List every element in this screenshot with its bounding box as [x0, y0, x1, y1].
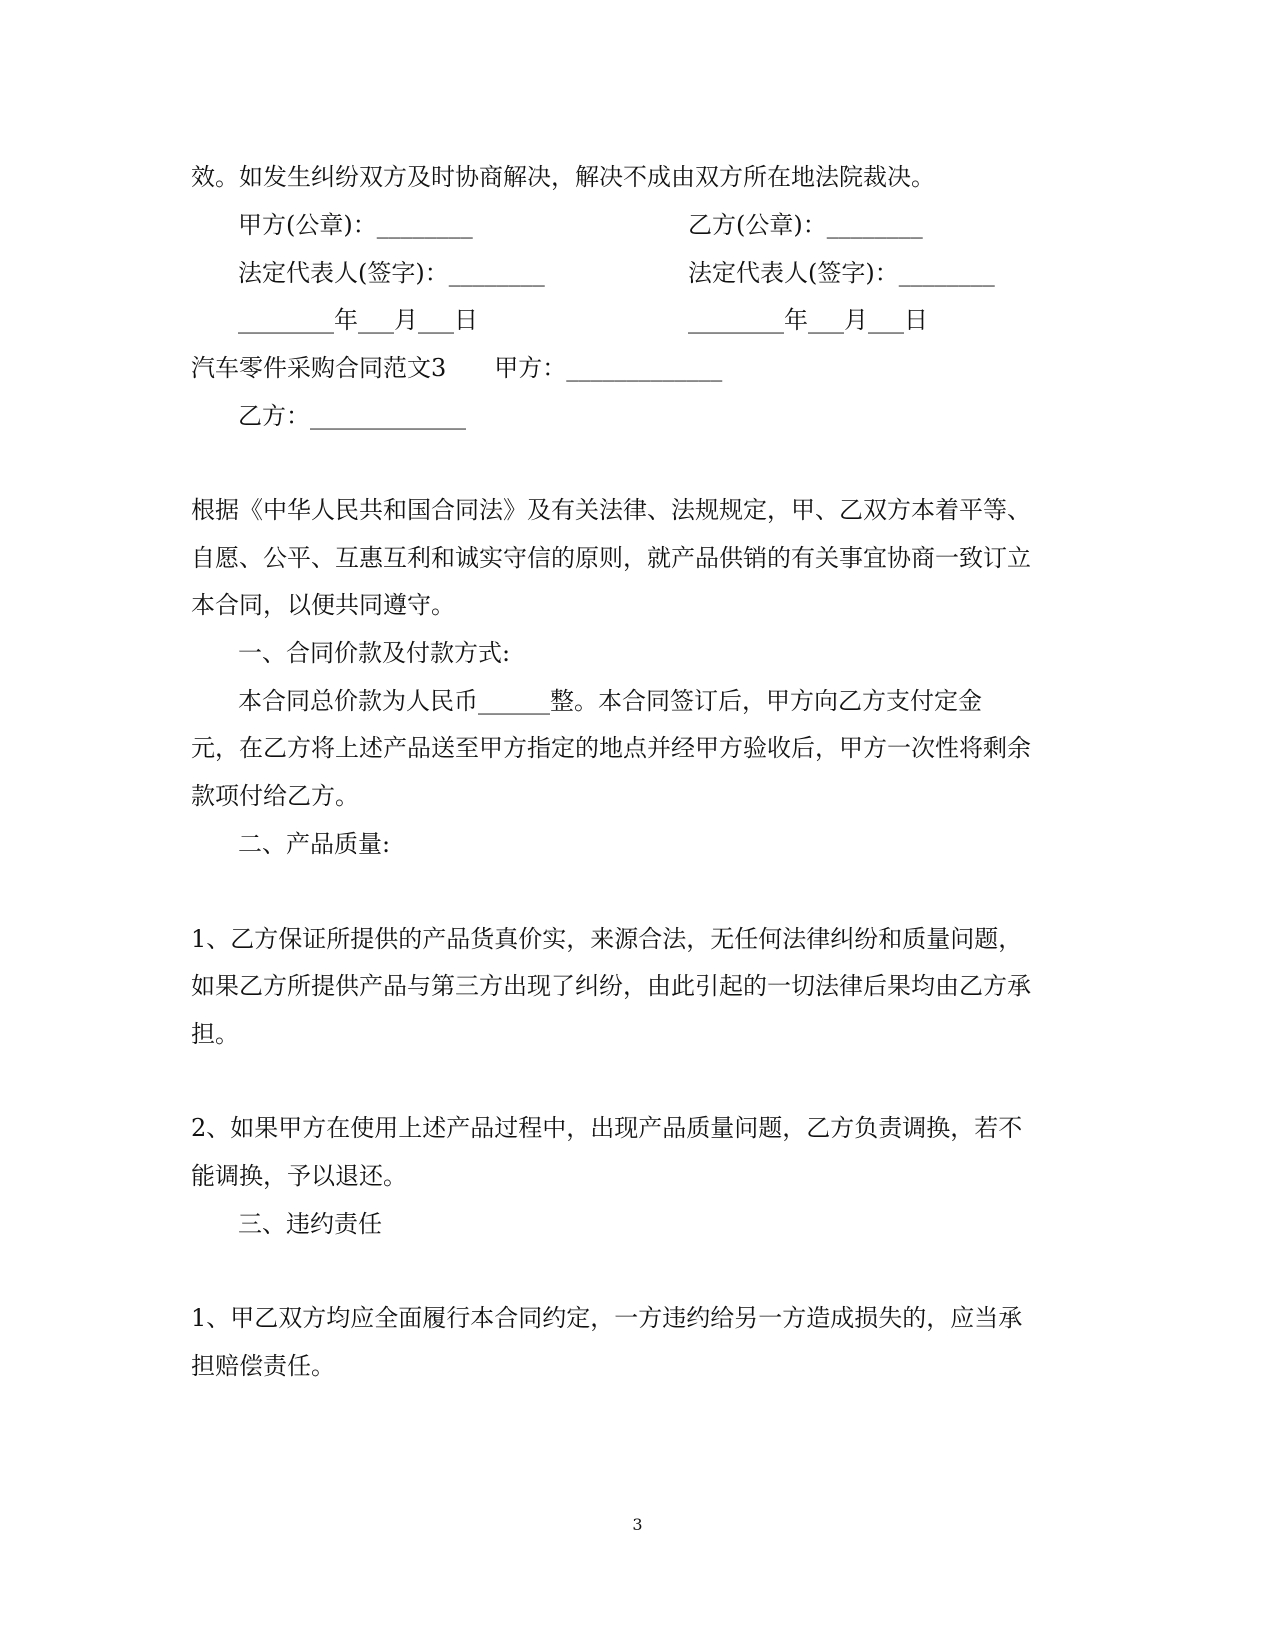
party-a-representative-line: 法定代表人(签字)：________ — [238, 259, 545, 287]
paragraph-line: 能调换，予以退还。 — [191, 1162, 407, 1190]
paragraph-line: 担赔偿责任。 — [191, 1352, 335, 1380]
party-b-representative-line: 法定代表人(签字)：________ — [688, 259, 995, 287]
section-heading: 二、产品质量: — [238, 830, 391, 858]
paragraph-line: 2、如果甲方在使用上述产品过程中，出现产品质量问题，乙方负责调换，若不 — [191, 1114, 1023, 1142]
party-b-date-line: ________年___月___日 — [688, 306, 928, 334]
paragraph-line: 1、乙方保证所提供的产品货真价实，来源合法，无任何法律纠纷和质量问题， — [191, 925, 1023, 953]
section-heading: 一、合同价款及付款方式: — [238, 639, 511, 667]
party-b-seal-line: 乙方(公章)：________ — [688, 211, 923, 239]
paragraph-line: 担。 — [191, 1020, 239, 1048]
paragraph-line: 效。如发生纠纷双方及时协商解决，解决不成由双方所在地法院裁决。 — [191, 163, 935, 191]
paragraph-line: 本合同，以便共同遵守。 — [191, 591, 455, 619]
paragraph-line: 元，在乙方将上述产品送至甲方指定的地点并经甲方验收后，甲方一次性将剩余 — [191, 734, 1031, 762]
paragraph-line: 本合同总价款为人民币______整。本合同签订后，甲方向乙方支付定金 — [238, 687, 982, 715]
paragraph-line: 1、甲乙双方均应全面履行本合同约定，一方违约给另一方造成损失的，应当承 — [191, 1304, 1023, 1332]
paragraph-line: 款项付给乙方。 — [191, 782, 359, 810]
party-b-field-line: 乙方：_____________ — [238, 402, 466, 430]
party-a-date-line: ________年___月___日 — [238, 306, 478, 334]
page-number: 3 — [632, 1515, 643, 1534]
section-heading: 三、违约责任 — [238, 1210, 382, 1238]
paragraph-line: 自愿、公平、互惠互利和诚实守信的原则，就产品供销的有关事宜协商一致订立 — [191, 544, 1031, 572]
paragraph-line: 如果乙方所提供产品与第三方出现了纠纷，由此引起的一切法律后果均由乙方承 — [191, 972, 1031, 1000]
party-a-seal-line: 甲方(公章)：________ — [238, 211, 473, 239]
section-title-line: 汽车零件采购合同范文3 甲方：_____________ — [191, 354, 723, 382]
paragraph-line: 根据《中华人民共和国合同法》及有关法律、法规规定，甲、乙双方本着平等、 — [191, 496, 1031, 524]
